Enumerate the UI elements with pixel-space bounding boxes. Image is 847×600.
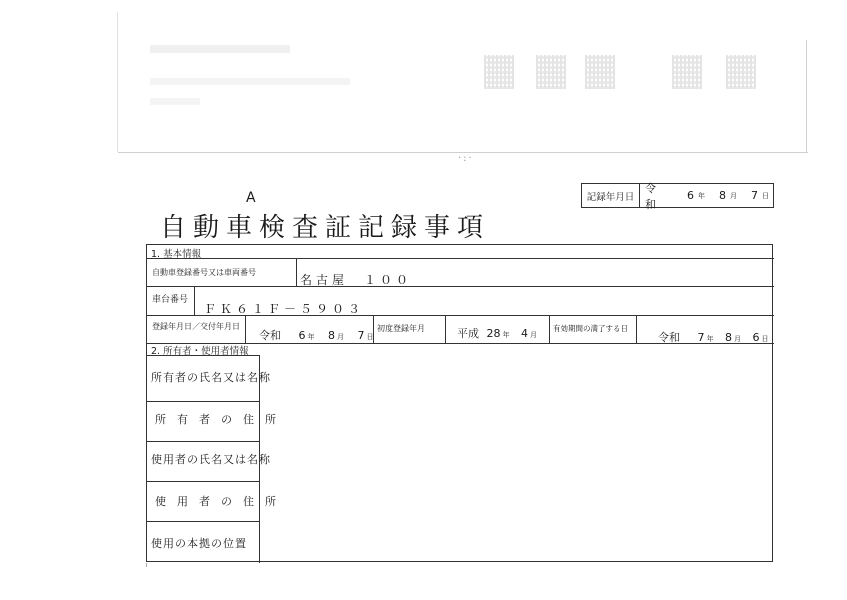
expiry-value [658,329,771,345]
rule [549,315,550,343]
record-year-unit: 年 [698,191,709,200]
record-era: 令和 [645,181,660,211]
record-month: 8 [719,189,730,202]
rule [147,441,259,442]
expiry-label: 有効期間の満了する日 [553,324,628,333]
first-reg-label: 初度登録年月 [377,324,425,333]
rule [245,315,246,343]
chassis-label: 車台番号 [152,295,189,305]
expiry-year-unit: 年 [706,335,714,343]
registration-label: 自動車登録番号又は車両番号 [152,268,256,277]
rule [147,286,774,287]
reg-era: 令和 [259,329,281,342]
faint-qr-code [484,55,514,89]
first-reg-month-unit: 月 [530,331,537,339]
expiry-day-unit: 日 [761,335,769,343]
rule [194,286,195,315]
first-reg-month: 4 [521,327,528,340]
base-location-label: 使用の本拠の位置 [151,537,247,550]
record-day-unit: 日 [762,191,773,200]
chassis-value: ＦＫ６１Ｆ－５９０３ [204,302,365,316]
back-sheet-edge-left [117,12,118,152]
scan-specks: ·:· [458,153,474,164]
owner-name-label: 所有者の氏名又は名称 [151,371,271,384]
record-month-unit: 月 [730,191,741,200]
reg-day-unit: 日 [366,333,374,341]
rule [445,315,446,343]
section-owner-info: 2. 所有者・使用者情報 [151,346,249,357]
record-date-box [581,181,774,211]
reg-day: 7 [357,329,365,342]
back-sheet-edge-right [806,40,807,152]
page-bottom-edge [146,563,773,567]
rule [296,258,297,286]
first-reg-era: 平成 [457,327,479,340]
reg-date-label: 登録年月日／交付年月日 [152,322,240,331]
faint-text-line [150,98,200,105]
faint-qr-code [585,55,615,89]
rule [147,258,774,259]
faint-text-line [150,45,290,53]
reg-year: 6 [298,329,306,342]
rule [636,315,637,343]
reg-month-unit: 月 [337,333,344,341]
expiry-year: 7 [697,331,705,344]
faint-qr-code [672,55,702,89]
faint-qr-code [536,55,566,89]
faint-text-line [150,78,350,85]
expiry-era: 令和 [658,331,680,344]
owner-address-label: 所 有 者 の 住 所 [155,413,276,426]
record-day: 7 [751,189,762,202]
rule [147,481,259,482]
rule [147,401,259,402]
reg-date-value [259,327,376,343]
expiry-month: 8 [725,331,732,344]
first-reg-year: 28 [486,327,501,340]
user-address-label: 使 用 者 の 住 所 [155,495,276,508]
reg-month: 8 [328,329,335,342]
expiry-day: 6 [752,331,760,344]
document-title: 自動車検査証記録事項 [160,213,491,243]
vehicle-record-table [146,244,773,562]
faint-qr-code [726,55,756,89]
registration-value: 名古屋 １００ [300,273,413,287]
record-date-label: 記録年月日 [582,184,640,207]
first-reg-year-unit: 年 [502,331,510,339]
rule [147,521,259,522]
first-reg-value [457,325,539,341]
section-basic-info: 1. 基本情報 [151,249,202,260]
reg-year-unit: 年 [307,333,315,341]
user-name-label: 使用者の氏名又は名称 [151,453,271,466]
record-year: 6 [687,189,698,202]
expiry-month-unit: 月 [734,335,741,343]
record-date-value [640,181,773,211]
document-marker: A [246,190,256,206]
